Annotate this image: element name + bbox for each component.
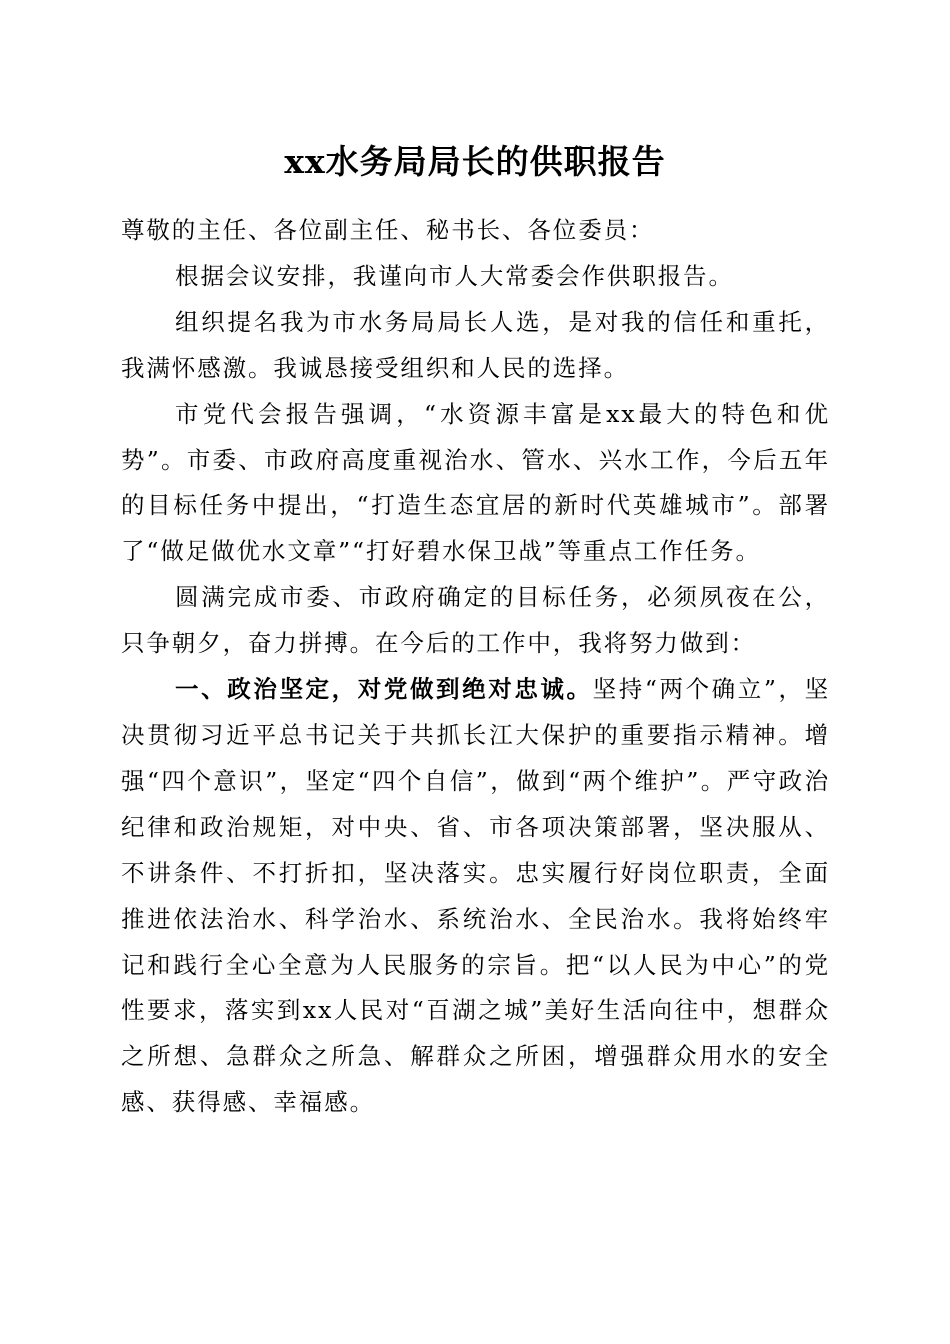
- section-1-text: 坚持“两个确立”，坚决贯彻习近平总书记关于共抓长江大保护的重要指示精神。增强“四个意识”，坚定“四个自信”，做到“两个维护”。严守政治纪律和政治规矩，对中央、省、市各项决策部署，坚决服从、不讲条件、不打折扣，坚决落实。忠实履行好岗位职责，全面推进依法治水、科学治水、系统治水、全民治水。我将始终牢记和践行全心全意为人民服务的宗旨。把“以人民为中心”的党性要求，落实到xx人民对“百湖之城”美好生活向往中，想群众之所想、急群众之所急、解群众之所困，增强群众用水的安全感、获得感、幸福感。: [121, 675, 830, 1117]
- paragraph: 根据会议安排，我谨向市人大常委会作供职报告。: [175, 261, 734, 290]
- section-1-paragraph: [121, 667, 830, 1126]
- salutation: 尊敬的主任、各位副主任、秘书长、各位委员：: [121, 216, 655, 244]
- paragraph: 圆满完成市委、市政府确定的目标任务，必须夙夜在公，只争朝夕，奋力拼搏。在今后的工作中，我将努力做到：: [121, 583, 830, 658]
- document-title: xx水务局局长的供职报告: [284, 142, 666, 181]
- paragraph: 市党代会报告强调，“水资源丰富是xx最大的特色和优势”。市委、市政府高度重视治水、管水、兴水工作，今后五年的目标任务中提出，“打造生态宜居的新时代英雄城市”。部署了“做足做优水文章”“打好碧水保卫战”等重点工作任务。: [121, 399, 830, 566]
- document-body: [121, 208, 830, 1126]
- section-1-heading: 一、政治坚定，对党做到绝对忠诚。: [175, 675, 593, 704]
- paragraph: 组织提名我为市水务局局长人选，是对我的信任和重托，我满怀感激。我诚恳接受组织和人民的选择。: [121, 307, 830, 382]
